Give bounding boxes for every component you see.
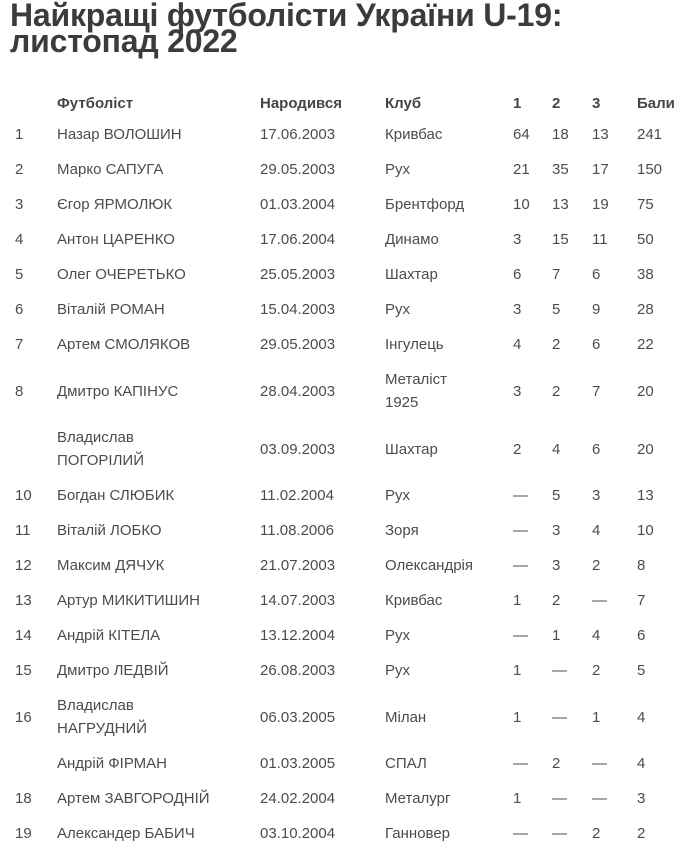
cell-born: 24.02.2004 [260, 790, 336, 807]
cell-p3: — [592, 755, 607, 772]
cell-p3: 4 [592, 522, 601, 539]
cell-p3: 2 [592, 662, 601, 679]
cell-points: 4 [637, 708, 646, 726]
cell-rank: 2 [15, 161, 24, 178]
cell-club: Олександрія [385, 557, 474, 574]
cell-points: 13 [637, 487, 654, 504]
cell-player: Владислав НАГРУДНИЙ [57, 697, 148, 737]
cell-p3: 11 [592, 231, 608, 248]
cell-born: 01.03.2005 [260, 755, 336, 772]
cell-points: 2 [637, 825, 646, 842]
cell-club: Ганновер [385, 825, 451, 842]
cell-player: Назар ВОЛОШИН [57, 126, 182, 143]
cell-p2: 3 [552, 522, 561, 539]
cell-p3: 17 [592, 161, 609, 178]
cell-p3: — [592, 790, 607, 807]
cell-p3: 7 [592, 382, 601, 400]
cell-p2: 5 [552, 301, 561, 318]
cell-player: Антон ЦАРЕНКО [57, 231, 175, 248]
cell-p2: 35 [552, 161, 569, 178]
table-row [10, 513, 699, 548]
cell-p2: 7 [552, 266, 561, 283]
cell-p2: — [552, 662, 567, 679]
cell-p1: — [513, 487, 528, 504]
cell-points: 5 [637, 662, 646, 679]
cell-born: 29.05.2003 [260, 336, 336, 353]
cell-p1: 3 [513, 301, 522, 318]
cell-points: 28 [637, 301, 654, 318]
cell-born: 25.05.2003 [260, 266, 336, 283]
cell-p2: 2 [552, 755, 561, 772]
cell-rank: 5 [15, 266, 24, 283]
cell-p2: 1 [552, 627, 561, 644]
cell-p3: — [592, 592, 607, 609]
cell-rank: 11 [15, 522, 31, 539]
cell-p1: 10 [513, 196, 530, 213]
cell-rank: 15 [15, 662, 32, 679]
cell-p1: 3 [513, 382, 522, 400]
cell-rank: 12 [15, 557, 32, 574]
table-row [10, 362, 699, 420]
cell-p3: 6 [592, 440, 601, 458]
col-header-first: 1 [513, 95, 522, 112]
cell-born: 11.02.2004 [260, 487, 334, 504]
cell-p3: 19 [592, 196, 609, 213]
cell-p1: 1 [513, 708, 522, 726]
table-row [10, 327, 699, 362]
cell-club: Інгулець [385, 336, 444, 353]
table-row [10, 117, 699, 152]
cell-born: 26.08.2003 [260, 662, 336, 679]
cell-born: 03.09.2003 [260, 440, 336, 458]
cell-p1: 3 [513, 231, 522, 248]
cell-club: Рух [385, 161, 411, 178]
table-row [10, 688, 699, 746]
cell-rank: 13 [15, 592, 32, 609]
table-body [10, 117, 699, 851]
cell-points: 22 [637, 336, 654, 353]
cell-rank: 18 [15, 790, 32, 807]
cell-p2: 2 [552, 592, 561, 609]
cell-rank: 8 [15, 382, 24, 400]
cell-club: Мілан [385, 708, 427, 726]
page-title [10, 0, 699, 59]
cell-p3: 1 [592, 708, 601, 726]
table-row [10, 781, 699, 816]
cell-club: Кривбас [385, 592, 443, 609]
cell-player: Віталій РОМАН [57, 301, 165, 318]
cell-player: Віталій ЛОБКО [57, 522, 162, 539]
page-title-line-2: листопад 2022 [10, 23, 238, 59]
cell-rank: 3 [15, 196, 24, 213]
cell-p1: — [513, 825, 528, 842]
cell-player: Андрій ФІРМАН [57, 755, 168, 772]
cell-points: 150 [637, 161, 663, 178]
cell-club: Динамо [385, 231, 439, 248]
cell-born: 29.05.2003 [260, 161, 336, 178]
cell-born: 17.06.2004 [260, 231, 336, 248]
cell-p1: — [513, 627, 528, 644]
cell-club: Рух [385, 487, 411, 504]
table-row [10, 548, 699, 583]
cell-player: Богдан СЛЮБИК [57, 487, 175, 504]
table-row [10, 816, 699, 851]
cell-player: Александер БАБИЧ [57, 825, 195, 842]
cell-p1: 6 [513, 266, 522, 283]
cell-points: 20 [637, 382, 654, 400]
cell-club: Рух [385, 301, 411, 318]
cell-player: Артур МИКИТИШИН [57, 592, 200, 609]
col-header-points: Бали [637, 95, 675, 112]
cell-club: Шахтар [385, 440, 438, 458]
col-header-player: Футболіст [57, 95, 134, 112]
cell-p3: 2 [592, 825, 601, 842]
cell-p1: 1 [513, 662, 522, 679]
cell-points: 10 [637, 522, 654, 539]
cell-player: Єгор ЯРМОЛЮК [57, 196, 173, 213]
cell-p3: 13 [592, 126, 609, 143]
cell-points: 4 [637, 755, 646, 772]
table-header [10, 92, 699, 117]
cell-player: Дмитро КАПІНУС [57, 382, 179, 400]
cell-p1: 1 [513, 790, 522, 807]
table-row [10, 152, 699, 187]
cell-club: Рух [385, 662, 411, 679]
cell-born: 14.07.2003 [260, 592, 336, 609]
col-header-second: 2 [552, 95, 561, 112]
cell-player: Артем СМОЛЯКОВ [57, 336, 191, 353]
page-title-line-1: Найкращі футболісти України U-19: [10, 0, 563, 33]
cell-p2: 15 [552, 231, 569, 248]
cell-points: 6 [637, 627, 646, 644]
cell-player: Олег ОЧЕРЕТЬКО [57, 266, 186, 283]
cell-player: Владислав ПОГОРІЛИЙ [57, 429, 144, 469]
cell-club: Металург [385, 790, 451, 807]
cell-born: 01.03.2004 [260, 196, 336, 213]
cell-points: 241 [637, 126, 663, 143]
cell-born: 17.06.2003 [260, 126, 336, 143]
cell-player: Артем ЗАВГОРОДНІЙ [57, 790, 210, 807]
table-row [10, 257, 699, 292]
cell-p3: 9 [592, 301, 601, 318]
col-header-rank [10, 92, 57, 117]
cell-rank: 1 [15, 126, 24, 143]
col-header-born: Народився [260, 95, 342, 112]
cell-p2: — [552, 825, 567, 842]
cell-rank: 6 [15, 301, 24, 318]
cell-player: Дмитро ЛЕДВІЙ [57, 662, 169, 679]
cell-rank: 7 [15, 336, 24, 353]
cell-player: Андрій КІТЕЛА [57, 627, 161, 644]
cell-p2: 2 [552, 336, 561, 353]
cell-points: 20 [637, 440, 654, 458]
cell-p1: — [513, 557, 528, 574]
table-row [10, 653, 699, 688]
cell-p3: 4 [592, 627, 601, 644]
cell-p1: — [513, 755, 528, 772]
cell-rank: 14 [15, 627, 32, 644]
players-table [10, 92, 699, 851]
cell-p2: 13 [552, 196, 569, 213]
cell-club: Шахтар [385, 266, 438, 283]
cell-p2: — [552, 708, 567, 726]
cell-p3: 2 [592, 557, 601, 574]
table-header-row [10, 92, 699, 117]
cell-born: 15.04.2003 [260, 301, 336, 318]
col-header-club: Клуб [385, 95, 422, 112]
table-row [10, 583, 699, 618]
cell-rank: 19 [15, 825, 32, 842]
cell-club: СПАЛ [385, 755, 427, 772]
cell-club: Металіст 1925 [385, 371, 448, 411]
table-row [10, 187, 699, 222]
cell-p1: 64 [513, 126, 530, 143]
cell-p2: 3 [552, 557, 561, 574]
cell-p1: 21 [513, 161, 530, 178]
cell-points: 7 [637, 592, 646, 609]
cell-p1: — [513, 522, 528, 539]
cell-born: 03.10.2004 [260, 825, 336, 842]
cell-points: 38 [637, 266, 654, 283]
cell-p1: 1 [513, 592, 522, 609]
cell-p2: — [552, 790, 567, 807]
cell-p3: 3 [592, 487, 601, 504]
table-row [10, 618, 699, 653]
table-row [10, 478, 699, 513]
cell-born: 11.08.2006 [260, 522, 334, 539]
cell-player: Марко САПУГА [57, 161, 164, 178]
table-row [10, 292, 699, 327]
cell-p1: 2 [513, 440, 522, 458]
cell-p3: 6 [592, 266, 601, 283]
cell-club: Кривбас [385, 126, 443, 143]
cell-p2: 18 [552, 126, 569, 143]
cell-rank [10, 746, 57, 781]
cell-club: Зоря [385, 522, 419, 539]
cell-p3: 6 [592, 336, 601, 353]
cell-points: 8 [637, 557, 646, 574]
cell-points: 3 [637, 790, 646, 807]
cell-points: 75 [637, 196, 654, 213]
cell-rank: 10 [15, 487, 32, 504]
cell-rank: 4 [15, 231, 24, 248]
cell-rank [10, 420, 57, 478]
cell-p1: 4 [513, 336, 522, 353]
col-header-third: 3 [592, 95, 601, 112]
cell-born: 21.07.2003 [260, 557, 336, 574]
cell-player: Максим ДЯЧУК [57, 557, 165, 574]
table-row [10, 746, 699, 781]
cell-rank: 16 [15, 708, 32, 726]
cell-p2: 4 [552, 440, 561, 458]
cell-points: 50 [637, 231, 654, 248]
cell-p2: 2 [552, 382, 561, 400]
table-row [10, 222, 699, 257]
table-row [10, 420, 699, 478]
cell-club: Брентфорд [385, 196, 465, 213]
cell-p2: 5 [552, 487, 561, 504]
cell-born: 13.12.2004 [260, 627, 336, 644]
cell-club: Рух [385, 627, 411, 644]
cell-born: 06.03.2005 [260, 708, 336, 726]
cell-born: 28.04.2003 [260, 382, 336, 400]
